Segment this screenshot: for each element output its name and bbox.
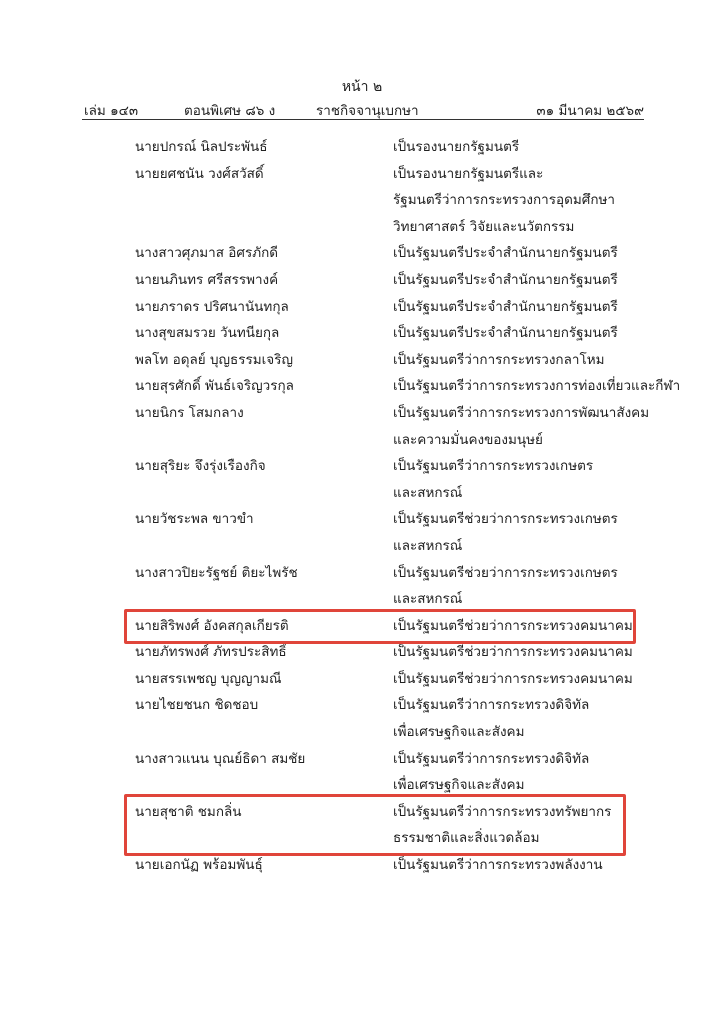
position-line: เพื่อเศรษฐกิจและสังคม (393, 777, 525, 794)
special-issue-number: ตอนพิเศษ ๘๖ ง (184, 103, 276, 119)
appointment-row (0, 400, 724, 453)
position-line: เป็นรัฐมนตรีว่าการกระทรวงพลังงาน (393, 857, 603, 874)
appointee-name: นายไชยชนก ชิดชอบ (135, 697, 259, 714)
appointed-position (393, 852, 693, 879)
appointee-name: นายสุชาติ ชมกลิ่น (135, 803, 242, 820)
appointee-name: นายเอกนัฏ พร้อมพันธุ์ (135, 857, 263, 874)
highlight-box (124, 609, 636, 644)
appointed-position (393, 373, 693, 400)
position-line: เป็นรัฐมนตรีช่วยว่าการกระทรวงเกษตร (393, 564, 618, 581)
position-line: เป็นรัฐมนตรีประจำสำนักนายกรัฐมนตรี (393, 245, 618, 262)
appointed-position (393, 400, 693, 453)
appointed-position (393, 560, 693, 613)
appointment-row (0, 692, 724, 745)
appointee-name: นายสิริพงศ์ อังคสกุลเกียรติ (135, 617, 289, 634)
appointment-row (0, 666, 724, 693)
position-line: เป็นรัฐมนตรีช่วยว่าการกระทรวงคมนาคม (393, 670, 633, 687)
appointment-row (0, 852, 724, 879)
appointee-name: นางสุขสมรวย วันทนียกุล (135, 325, 280, 342)
appointment-row (0, 161, 724, 241)
header-divider (82, 119, 644, 120)
appointment-list (0, 134, 724, 879)
appointee-name: พลโท อดุลย์ บุญธรรมเจริญ (135, 351, 293, 368)
appointed-position (393, 134, 693, 161)
position-line: เป็นรัฐมนตรีว่าการกระทรวงการพัฒนาสังคม (393, 404, 650, 421)
appointed-position (393, 666, 693, 693)
appointed-position (393, 294, 693, 321)
appointment-row (0, 560, 724, 613)
appointee-name: นายนภินทร ศรีสรรพางค์ (135, 271, 279, 288)
appointment-row (0, 347, 724, 374)
appointed-position (393, 267, 693, 294)
position-line: รัฐมนตรีว่าการกระทรวงการอุดมศึกษา (393, 192, 616, 209)
position-line: เป็นรัฐมนตรีว่าการกระทรวงดิจิทัล (393, 750, 590, 767)
position-line: และสหกรณ์ (393, 537, 463, 554)
appointment-row (0, 240, 724, 267)
appointee-name: นางสาวศุภมาส อิศรภักดี (135, 245, 279, 262)
appointment-row (0, 294, 724, 321)
position-line: เป็นรัฐมนตรีว่าการกระทรวงการท่องเที่ยวและกีฬา (393, 378, 681, 395)
appointed-position (393, 506, 693, 559)
page-number: หน้า ๒ (341, 79, 383, 95)
appointed-position (393, 320, 693, 347)
appointee-name: นายสรรเพชญ บุญญามณี (135, 670, 282, 687)
appointee-name: นายสุรศักดิ์ พันธ์เจริญวรกุล (135, 378, 294, 395)
appointment-row (0, 320, 724, 347)
appointed-position (393, 692, 693, 745)
position-line: เป็นรัฐมนตรีประจำสำนักนายกรัฐมนตรี (393, 298, 618, 315)
appointment-row (0, 267, 724, 294)
appointment-row (0, 453, 724, 506)
appointee-name: นายวัชระพล ขาวขำ (135, 511, 254, 528)
position-line: เป็นรองนายกรัฐมนตรี (393, 139, 520, 155)
appointee-name: นางสาวแนน บุณย์ธิดา สมชัย (135, 750, 306, 767)
position-line: และความมั่นคงของมนุษย์ (393, 431, 543, 448)
appointment-row (0, 134, 724, 161)
appointed-position (393, 347, 693, 374)
position-line: เป็นรัฐมนตรีว่าการกระทรวงกลาโหม (393, 351, 605, 368)
position-line: เป็นรัฐมนตรีช่วยว่าการกระทรวงเกษตร (393, 511, 618, 528)
gazette-header (84, 99, 644, 121)
position-line: เป็นรัฐมนตรีว่าการกระทรวงทรัพยากร (393, 803, 612, 820)
position-line: เป็นรองนายกรัฐมนตรีและ (393, 165, 544, 182)
position-line: เป็นรัฐมนตรีช่วยว่าการกระทรวงคมนาคม (393, 617, 633, 634)
position-line: เป็นรัฐมนตรีช่วยว่าการกระทรวงคมนาคม (393, 644, 633, 661)
highlight-box (124, 794, 626, 856)
position-line: ธรรมชาติและสิ่งแวดล้อม (393, 830, 540, 847)
position-line: และสหกรณ์ (393, 484, 463, 501)
appointment-row (0, 746, 724, 799)
appointed-position (393, 240, 693, 267)
appointee-name: นายยศชนัน วงศ์สวัสดิ์ (135, 165, 264, 182)
appointee-name: นายปกรณ์ นิลประพันธ์ (135, 139, 268, 155)
position-line: เป็นรัฐมนตรีประจำสำนักนายกรัฐมนตรี (393, 325, 618, 342)
appointment-row (0, 506, 724, 559)
position-line: เป็นรัฐมนตรีว่าการกระทรวงเกษตร (393, 458, 594, 475)
appointee-name: นายภราดร ปริศนานันทกุล (135, 298, 289, 315)
volume-number: เล่ม ๑๔๓ (84, 103, 139, 119)
issue-date: ๓๑ มีนาคม ๒๕๖๙ (536, 103, 644, 119)
position-line: เป็นรัฐมนตรีว่าการกระทรวงดิจิทัล (393, 697, 590, 714)
position-line: และสหกรณ์ (393, 591, 463, 608)
appointed-position (393, 746, 693, 799)
appointee-name: นายนิกร โสมกลาง (135, 404, 244, 421)
position-line: วิทยาศาสตร์ วิจัยและนวัตกรรม (393, 218, 575, 235)
gazette-title: ราชกิจจานุเบกษา (316, 103, 419, 119)
appointment-row (0, 373, 724, 400)
appointee-name: นายสุริยะ จึงรุ่งเรืองกิจ (135, 458, 266, 475)
position-line: เพื่อเศรษฐกิจและสังคม (393, 724, 525, 741)
appointee-name: นางสาวปิยะรัฐชย์ ติยะไพรัช (135, 564, 298, 581)
appointed-position (393, 453, 693, 506)
appointed-position (393, 161, 693, 241)
position-line: เป็นรัฐมนตรีประจำสำนักนายกรัฐมนตรี (393, 271, 618, 288)
appointee-name: นายภัทรพงศ์ ภัทรประสิทธิ์ (135, 644, 287, 661)
